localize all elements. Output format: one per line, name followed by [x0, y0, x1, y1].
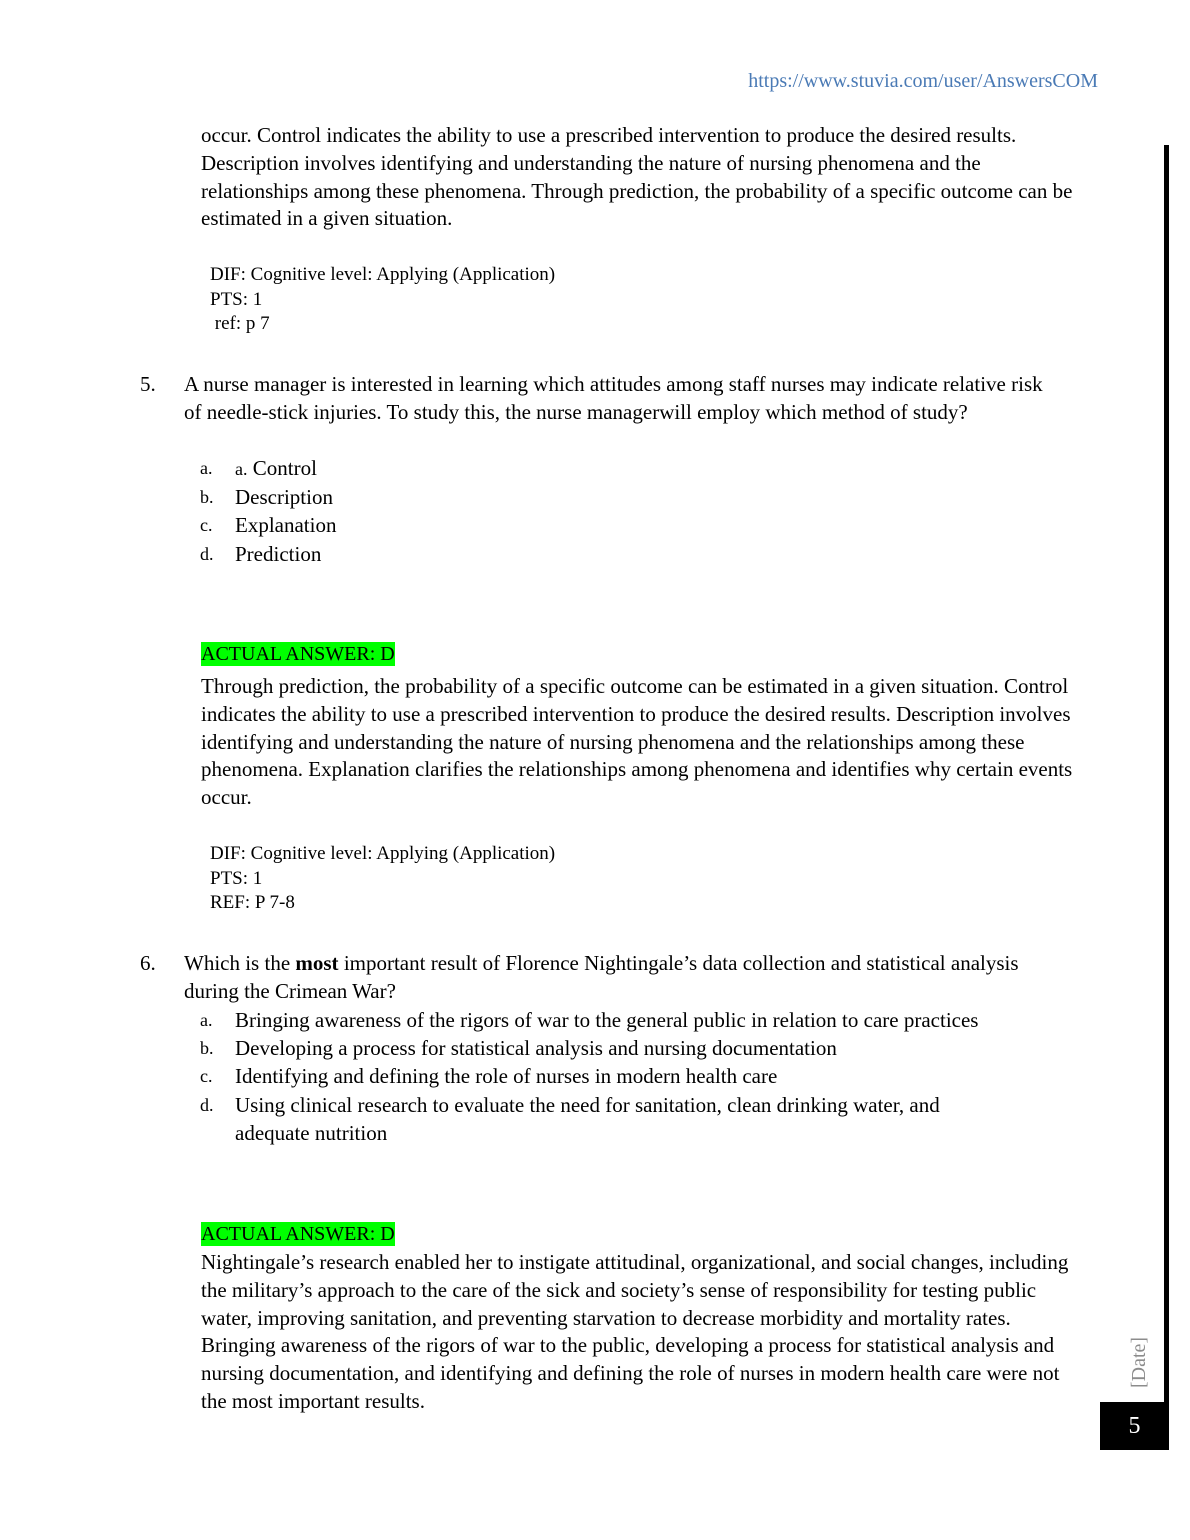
- right-margin-bar: [1164, 145, 1169, 1450]
- option-inner-letter: a.: [235, 459, 248, 479]
- option-letter: d.: [200, 543, 214, 564]
- question-text-start: Which is the: [184, 951, 296, 975]
- continuation-meta: [210, 263, 555, 337]
- answer-highlight: ACTUAL ANSWER: D: [201, 1223, 395, 1245]
- question-text-end: important result of Florence Nightingale’s data collection and statistical analysis during the Crimean War?: [184, 951, 1019, 1003]
- rationale-text: Through prediction, the probability of a specific outcome can be estimated in a given situation. Control indicates the ability to use a prescribed intervention to produce the desired results. Description involves identifying and understanding the nature of nursing phenomena and the relationships among these phenomena. Explanation clarifies the relationships among phenomena and identifies why certain events occur.: [201, 674, 1073, 810]
- question-text: [184, 950, 1044, 1006]
- page-number: 5: [1100, 1402, 1169, 1450]
- continuation-dif: DIF: Cognitive level: Applying (Application): [210, 264, 556, 285]
- header-url-link[interactable]: https://www.stuvia.com/user/AnswersCOM: [748, 70, 1098, 92]
- option-b[interactable]: [200, 483, 336, 511]
- option-text: Using clinical research to evaluate the need for sanitation, clean drinking water, and adequate nutrition: [235, 1092, 940, 1145]
- question-text: A nurse manager is interested in learning which attitudes among staff nurses may indicate relative risk of needle-stick injuries. To study this, the nurse managerwill employ which method of study?: [184, 372, 1043, 424]
- option-d[interactable]: [200, 1091, 1075, 1147]
- ref-label: REF: P 7-8: [210, 892, 295, 913]
- answer-highlight: ACTUAL ANSWER: D: [201, 643, 395, 665]
- option-d[interactable]: [200, 540, 336, 568]
- continuation-rationale: occur. Control indicates the ability to use a prescribed intervention to produce the desired results. Description involves identifying and understanding the nature of nursing phenomena and the relationships among these phenomena. Through prediction, the probability of a specific outcome can be estimated in a given situation.: [201, 123, 1073, 231]
- rationale-text: Nightingale’s research enabled her to instigate attitudinal, organizational, and social changes, including the military’s approach to the care of the sick and society’s sense of responsibility for testing public water, improving sanitation, and preventing starvation to decrease morbidity and mortality rates. Bringing awareness of the rigors of war to the public, developing a process for statistical analysis and nursing documentation, and identifying and defining the role of nurses in modern health care were not the most important results.: [201, 1250, 1069, 1413]
- option-b[interactable]: [200, 1034, 1075, 1062]
- option-letter: c.: [200, 515, 213, 536]
- option-letter: d.: [200, 1094, 214, 1115]
- option-letter: b.: [200, 1038, 214, 1059]
- pts-label: PTS: 1: [210, 867, 263, 889]
- option-c[interactable]: [200, 511, 336, 539]
- option-text: Bringing awareness of the rigors of war to the general public in relation to care practices: [235, 1008, 979, 1032]
- option-c[interactable]: [200, 1062, 1075, 1090]
- option-text: Explanation: [235, 513, 337, 538]
- option-text: Description: [235, 485, 333, 510]
- option-text: Developing a process for statistical analysis and nursing documentation: [235, 1036, 837, 1061]
- option-letter: a.: [200, 458, 213, 478]
- option-text: Identifying and defining the role of nurses in modern health care: [235, 1064, 778, 1089]
- option-letter: a.: [200, 1010, 213, 1030]
- option-a[interactable]: [200, 1006, 1075, 1034]
- dif-label: DIF: Cognitive level: Applying (Application): [210, 843, 556, 864]
- option-a[interactable]: [200, 454, 336, 483]
- option-letter: b.: [200, 487, 214, 508]
- date-placeholder: [Date]: [1128, 1336, 1150, 1388]
- continuation-ref: ref: p 7: [210, 313, 270, 334]
- question-6-options: [200, 1006, 1075, 1147]
- option-letter: c.: [200, 1066, 213, 1087]
- option-text: Prediction: [235, 541, 322, 566]
- question-number: 5.: [140, 372, 156, 396]
- question-number: 6.: [140, 951, 156, 975]
- option-text: Control: [252, 456, 317, 480]
- continuation-pts: PTS: 1: [210, 288, 263, 310]
- question-5-options: [200, 454, 336, 568]
- question-5-meta: [210, 842, 555, 916]
- question-text-emphasis: most: [295, 951, 339, 975]
